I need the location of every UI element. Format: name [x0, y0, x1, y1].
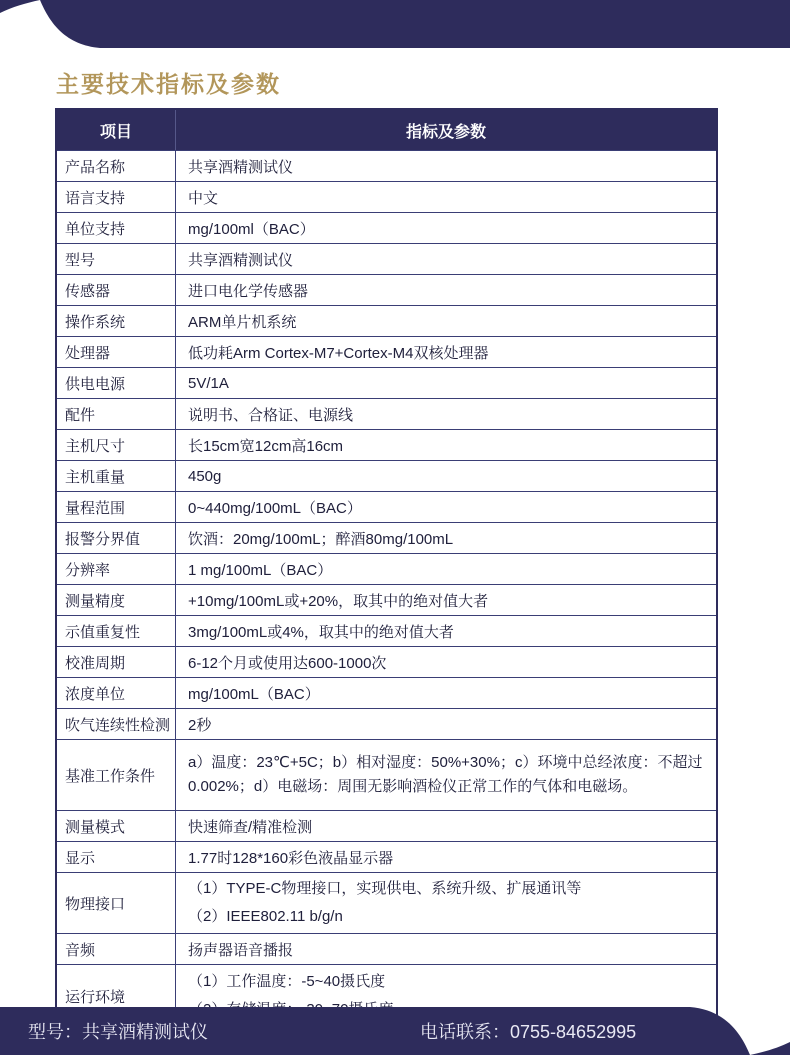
row-label: 示值重复性	[57, 616, 176, 646]
row-label: 语言支持	[57, 182, 176, 212]
row-value: 说明书、合格证、电源线	[188, 406, 354, 424]
row-label: 基准工作条件	[57, 740, 176, 810]
page-title: 主要技术指标及参数	[56, 71, 281, 97]
table-row	[57, 646, 716, 677]
wave-shape-icon	[0, 0, 790, 48]
header-item: 项目	[57, 110, 176, 150]
table-row	[57, 522, 716, 553]
table-header-row	[57, 110, 716, 150]
row-value-line: （2）IEEE802.11 b/g/n	[188, 908, 343, 925]
row-label: 供电电源	[57, 368, 176, 398]
row-value: 饮酒：20mg/100mL；醉酒80mg/100mL	[188, 530, 454, 548]
row-value: 1 mg/100mL（BAC）	[188, 561, 333, 579]
row-value-line: （1）工作温度：-5~40摄氏度	[188, 973, 386, 990]
row-value: 450g	[188, 467, 222, 485]
table-row	[57, 615, 716, 646]
row-value	[176, 873, 716, 933]
table-row	[57, 367, 716, 398]
table-row	[57, 739, 716, 810]
row-label: 物理接口	[57, 873, 176, 933]
table-row	[57, 491, 716, 522]
table-row	[57, 305, 716, 336]
row-value: 共享酒精测试仪	[188, 251, 294, 269]
row-value: 0~440mg/100mL（BAC）	[188, 499, 362, 517]
row-label: 校准周期	[57, 647, 176, 677]
footer-model: 型号：共享酒精测试仪	[28, 1022, 208, 1042]
row-value-line: （1）TYPE-C物理接口，实现供电、系统升级、扩展通讯等	[188, 880, 582, 897]
row-value: 长15cm宽12cm高16cm	[188, 437, 344, 455]
row-label: 吹气连续性检测	[57, 709, 176, 739]
table-row	[57, 933, 716, 964]
row-value: 5V/1A	[188, 374, 229, 392]
table-row	[57, 584, 716, 615]
table-row	[57, 429, 716, 460]
table-row	[57, 460, 716, 491]
row-value: 扬声器语音播报	[188, 941, 294, 959]
row-value: mg/100ml（BAC）	[188, 220, 315, 238]
row-value: 1.77时128*160彩色液晶显示器	[188, 849, 394, 867]
table-row	[57, 810, 716, 841]
table-row	[57, 274, 716, 305]
table-row	[57, 243, 716, 274]
row-label: 处理器	[57, 337, 176, 367]
header-spec: 指标及参数	[405, 123, 486, 141]
table-row	[57, 841, 716, 872]
row-value: 6-12个月或使用达600-1000次	[188, 654, 387, 672]
row-value: mg/100mL（BAC）	[188, 685, 320, 703]
row-label: 主机重量	[57, 461, 176, 491]
row-label: 浓度单位	[57, 678, 176, 708]
table-row	[57, 398, 716, 429]
row-label: 产品名称	[57, 151, 176, 181]
row-value: a）温度：23℃+5C；b）相对湿度：50%+30%；c）环境中总经浓度：不超过0.002%；d）电磁场：周围无影响酒检仪正常工作的气体和电磁场。	[188, 754, 703, 795]
row-value: 快速筛查/精准检测	[188, 818, 313, 836]
row-label: 主机尺寸	[57, 430, 176, 460]
row-label: 配件	[57, 399, 176, 429]
row-label: 操作系统	[57, 306, 176, 336]
table-row	[57, 336, 716, 367]
row-value: 共享酒精测试仪	[188, 158, 294, 176]
table-row	[57, 181, 716, 212]
row-value: 2秒	[188, 716, 212, 734]
row-label: 音频	[57, 934, 176, 964]
row-label: 报警分界值	[57, 523, 176, 553]
row-label: 测量精度	[57, 585, 176, 615]
row-label: 量程范围	[57, 492, 176, 522]
row-value: 3mg/100mL或4%，取其中的绝对值大者	[188, 623, 454, 641]
table-row	[57, 872, 716, 933]
row-label: 显示	[57, 842, 176, 872]
footer-phone: 电话联系：0755-84652995	[420, 1022, 637, 1042]
row-label: 传感器	[57, 275, 176, 305]
table-row	[57, 150, 716, 181]
row-value: 中文	[188, 189, 219, 207]
row-label: 型号	[57, 244, 176, 274]
spec-table	[55, 108, 718, 1029]
table-row	[57, 677, 716, 708]
row-value: +10mg/100mL或+20%，取其中的绝对值大者	[188, 592, 489, 610]
table-row	[57, 553, 716, 584]
table-row	[57, 708, 716, 739]
row-label: 运行环境	[57, 965, 176, 1027]
row-label: 测量模式	[57, 811, 176, 841]
table-row	[57, 212, 716, 243]
row-label: 分辨率	[57, 554, 176, 584]
row-label: 单位支持	[57, 213, 176, 243]
top-wave-band	[0, 0, 790, 48]
footer	[0, 1007, 790, 1055]
row-value: ARM单片机系统	[188, 313, 297, 331]
row-value: 进口电化学传感器	[188, 282, 309, 300]
row-value: 低功耗Arm Cortex-M7+Cortex-M4双核处理器	[188, 344, 489, 362]
